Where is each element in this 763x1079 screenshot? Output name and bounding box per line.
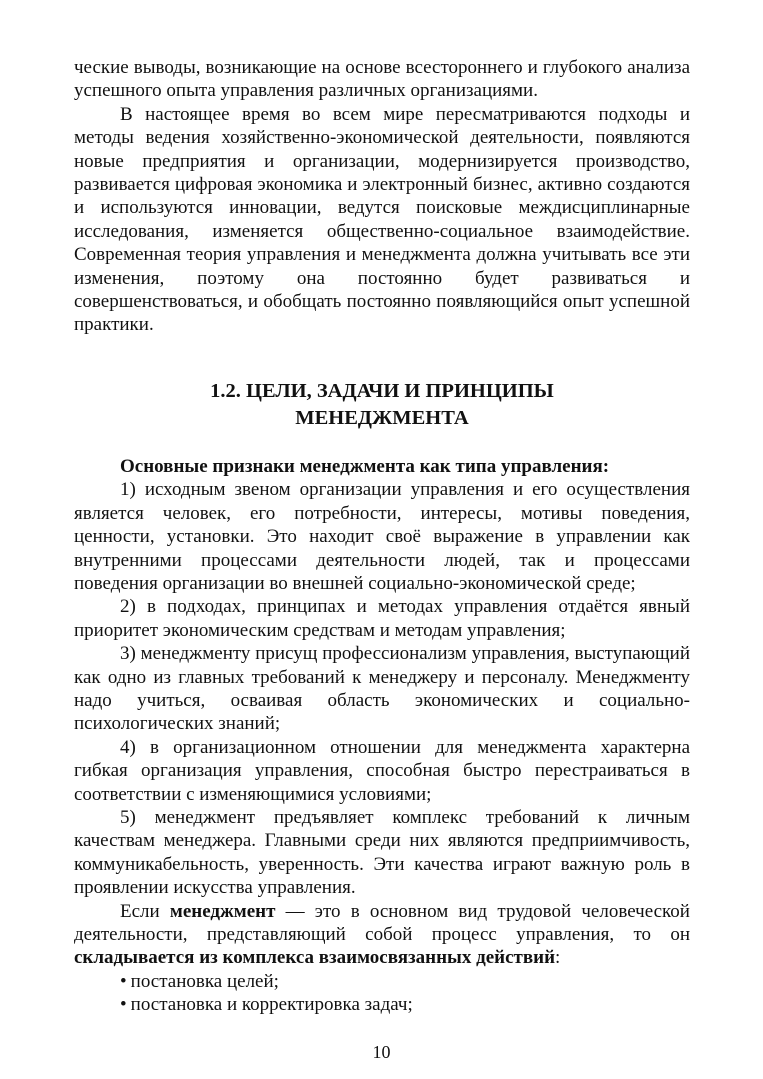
closing-part1: Если — [120, 900, 170, 922]
closing-bold-phrase: складывается из комплекса взаимосвязанных действий — [74, 947, 556, 969]
page-number: 10 — [372, 1042, 391, 1062]
closing-bold-term: менеджмент — [169, 900, 276, 922]
closing-paragraph — [74, 900, 690, 970]
feature-point-2: 2) в подходах, принципах и методах управления отдаётся явный приоритет экономическим средствам и методам управления; — [74, 596, 690, 641]
list-item-text: постановка целей; — [130, 970, 279, 992]
section-heading-line2: МЕНЕДЖМЕНТА — [295, 406, 469, 429]
feature-point-1: 1) исходным звеном организации управления и его осуществления является человек, его потребности, интересы, мотивы поведения, ценности, установки. Это находит своё выражение в управлении как внутренними процессами деятельности людей, так и процессами поведения организации во внешней социально-экономической среде; — [74, 479, 690, 594]
section-subheading: Основные признаки менеджмента как типа управления: — [120, 455, 610, 477]
bullet-icon: • — [120, 970, 127, 992]
page-content — [74, 56, 690, 1017]
feature-point-4: 4) в организационном отношении для менеджмента характерна гибкая организация управления, способная быстро перестраиваться в соответствии с изменяющимися условиями; — [74, 736, 690, 805]
actions-list — [74, 970, 690, 1017]
section-heading — [74, 378, 690, 432]
closing-part3: : — [555, 947, 561, 969]
feature-point-3: 3) менеджменту присущ профессионализм управления, выступающий как одно из главных требований к менеджеру и персоналу. Менеджменту надо учиться, осваивая область экономических и социально-психологических знаний; — [74, 643, 690, 735]
list-item-text: постановка и корректировка задач; — [130, 994, 413, 1016]
paragraph-continuation: ческие выводы, возникающие на основе всестороннего и глубокого анализа успешного опыта управления различных организациями. — [74, 57, 690, 102]
feature-point-5: 5) менеджмент предъявляет комплекс требований к личным качествам менеджера. Главными среди них являются предприимчивость, коммуникабельность, уверенность. Эти качества играют важную роль в проявлении искусства управления. — [74, 806, 690, 899]
section-heading-line1: 1.2. ЦЕЛИ, ЗАДАЧИ И ПРИНЦИПЫ — [210, 379, 554, 402]
bullet-icon: • — [120, 994, 127, 1016]
closing-part2: — это в основном вид трудовой человеческой деятельности, представляющий собой процесс управления, то он — [74, 900, 690, 945]
paragraph-modern-times: В настоящее время во всем мире пересматриваются подходы и методы ведения хозяйственно-экономической деятельности, появляются новые предприятия и организации, модернизируется производство, развивается цифровая экономика и электронный бизнес, активно создаются и используются инновации, ведутся поисковые междисциплинарные исследования, изменяется общественно-социальное взаимодействие. Современная теория управления и менеджмента должна учитывать все эти изменения, поэтому она постоянно будет развиваться и совершенствоваться, и обобщать постоянно появляющийся опыт успешной практики. — [74, 103, 690, 336]
list-item — [74, 970, 690, 993]
list-item — [74, 993, 690, 1016]
